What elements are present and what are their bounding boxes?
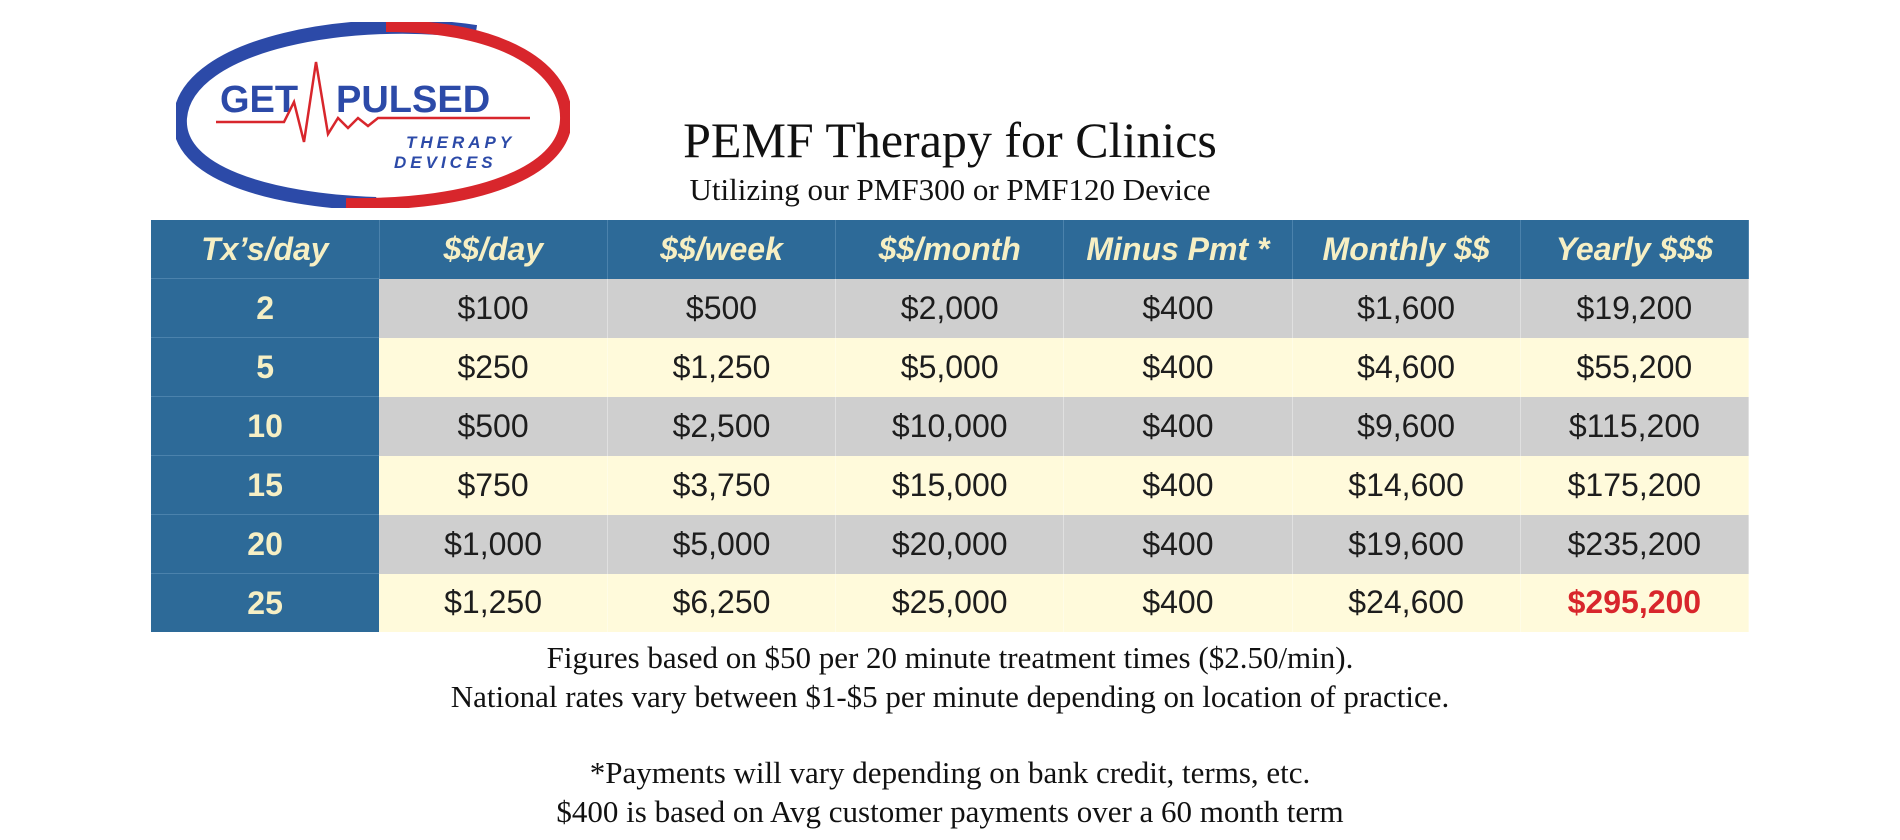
table-row [151,338,1749,397]
table-cell: 20 [151,515,379,574]
column-header-per-day: $$/day [379,220,607,279]
table-cell: $6,250 [607,574,835,633]
table-cell: $400 [1064,279,1292,338]
table-cell: $10,000 [836,397,1064,456]
table-header-row [151,220,1749,279]
table-cell: $19,600 [1292,515,1520,574]
table-cell: $250 [379,338,607,397]
svg-text:DEVICES: DEVICES [394,153,497,172]
table-cell: $175,200 [1520,456,1748,515]
svg-text:THERAPY: THERAPY [406,133,516,152]
table-cell: $500 [379,397,607,456]
footnote-national-rates: National rates vary between $1-$5 per minute depending on location of practice. [450,679,1450,714]
table-row [151,574,1749,633]
table-cell: $400 [1064,574,1292,633]
table-row [151,279,1749,338]
table-cell: $1,000 [379,515,607,574]
table-cell: $750 [379,456,607,515]
svg-text:PULSED: PULSED [336,79,491,121]
highlighted-yearly-total: $295,200 [1520,574,1748,633]
table-cell: $400 [1064,397,1292,456]
table-cell: $1,250 [379,574,607,633]
table-cell: $14,600 [1292,456,1520,515]
table-cell: $2,500 [607,397,835,456]
table-cell: $4,600 [1292,338,1520,397]
table-cell: $9,600 [1292,397,1520,456]
table-cell: $5,000 [607,515,835,574]
table-cell: 15 [151,456,379,515]
footnote-rate-basis: Figures based on $50 per 20 minute treatment times ($2.50/min). [546,640,1354,675]
table-cell: $1,600 [1292,279,1520,338]
table-cell: $115,200 [1520,397,1748,456]
table-cell: $15,000 [836,456,1064,515]
table-cell: $500 [607,279,835,338]
table-cell: $19,200 [1520,279,1748,338]
table-cell: $100 [379,279,607,338]
table-cell: $5,000 [836,338,1064,397]
table-row [151,456,1749,515]
table-row [151,397,1749,456]
table-cell: $400 [1064,456,1292,515]
table-cell: $2,000 [836,279,1064,338]
page-subtitle: Utilizing our PMF300 or PMF120 Device [689,172,1211,207]
revenue-table [151,220,1749,632]
table-cell: 25 [151,574,379,633]
page-title: PEMF Therapy for Clinics [683,112,1217,168]
footnote-payment-basis: $400 is based on Avg customer payments over a 60 month term [556,794,1344,829]
table-cell: $400 [1064,338,1292,397]
svg-text:GET: GET [220,79,299,121]
table-cell: $24,600 [1292,574,1520,633]
table-cell: $1,250 [607,338,835,397]
table-cell: $3,750 [607,456,835,515]
footnote-payments-vary: *Payments will vary depending on bank credit, terms, etc. [589,755,1311,790]
column-header-per-week: $$/week [607,220,835,279]
table-cell: 5 [151,338,379,397]
column-header-yearly: Yearly $$$ [1520,220,1748,279]
table-cell: 2 [151,279,379,338]
column-header-per-month: $$/month [836,220,1064,279]
table-cell: $20,000 [836,515,1064,574]
table-cell: $235,200 [1520,515,1748,574]
table-cell: $400 [1064,515,1292,574]
column-header-minus-payment: Minus Pmt * [1064,220,1292,279]
table-cell: $55,200 [1520,338,1748,397]
column-header-monthly: Monthly $$ [1292,220,1520,279]
table-cell: 10 [151,397,379,456]
table-cell: $25,000 [836,574,1064,633]
column-header-txs-per-day: Tx’s/day [151,220,379,279]
table-row [151,515,1749,574]
